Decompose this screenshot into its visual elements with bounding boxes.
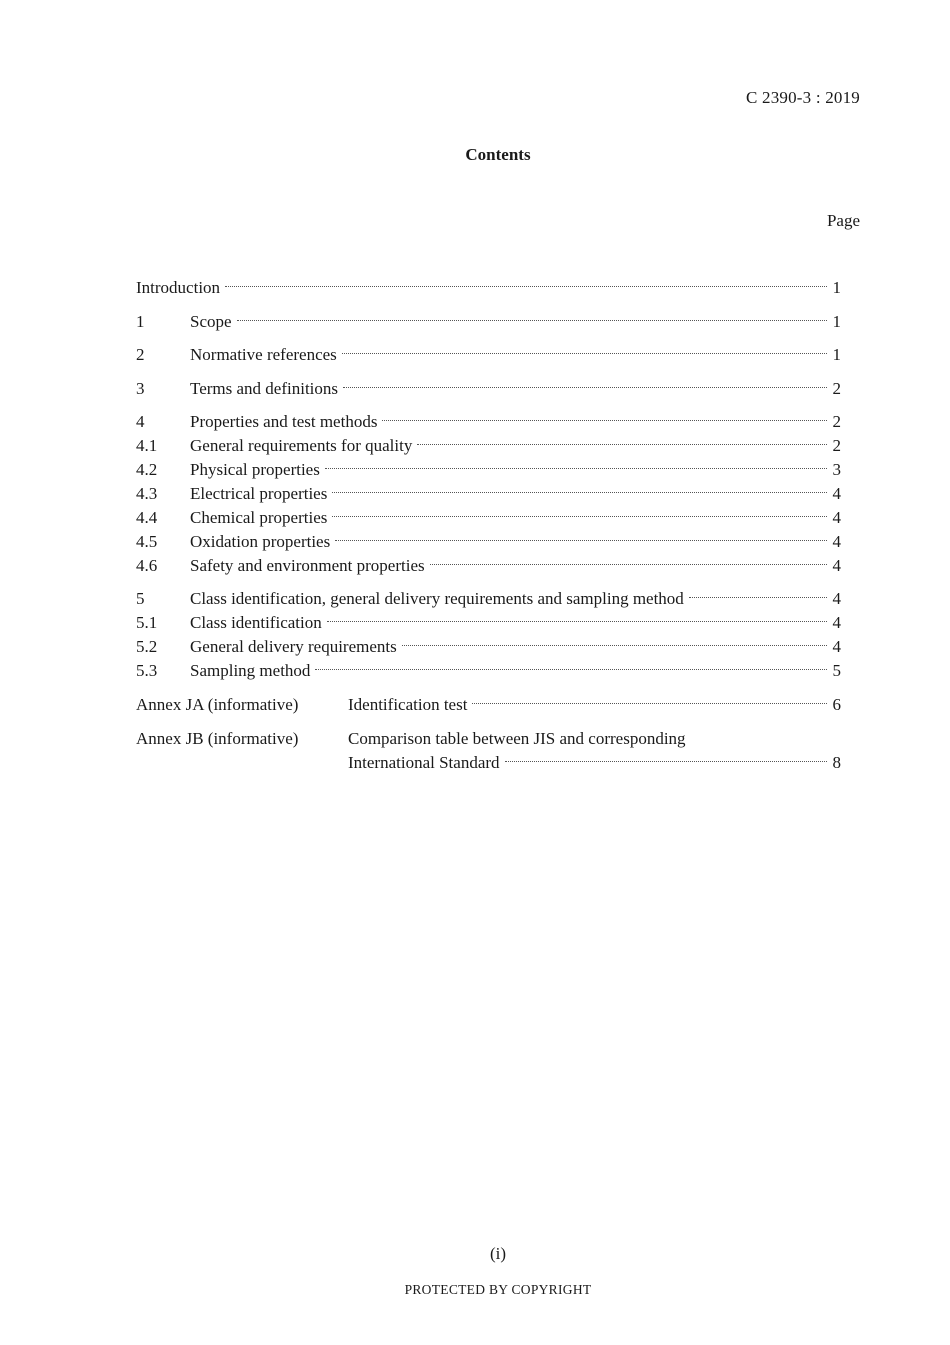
toc-entry-class-identification[interactable] <box>136 612 841 634</box>
toc-entry-page: 4 <box>832 589 841 608</box>
page-column-heading: Page <box>826 211 860 230</box>
toc-entry-class-identification-delivery-sampling[interactable] <box>136 588 841 610</box>
toc-entry-title: Normative references <box>190 345 337 364</box>
toc-entry-title: Electrical properties <box>190 484 328 503</box>
toc-entry-number: 1 <box>136 312 145 331</box>
toc-annex-label: Annex JB (informative) <box>136 729 299 748</box>
toc-entry-title-line2: International Standard <box>348 753 500 772</box>
dot-leader <box>417 444 827 445</box>
toc-entry-page: 1 <box>832 345 841 364</box>
copyright-notice: PROTECTED BY COPYRIGHT <box>404 1282 592 1297</box>
toc-entry-page: 4 <box>832 556 841 575</box>
toc-entry-title: Identification test <box>348 695 468 714</box>
toc-entry-title: Sampling method <box>190 661 311 680</box>
toc-entry-number: 5.2 <box>136 637 158 656</box>
toc-entry-terms-and-definitions[interactable] <box>136 378 841 400</box>
toc-entry-title: Terms and definitions <box>190 379 339 398</box>
toc-entry-number: 4.2 <box>136 460 158 479</box>
toc-entry-title: Scope <box>190 312 232 331</box>
dot-leader <box>382 420 827 421</box>
dot-leader <box>402 645 827 646</box>
dot-leader <box>343 387 827 388</box>
toc-entry-number: 5 <box>136 589 145 608</box>
toc-entry-annex-ja[interactable] <box>136 694 841 716</box>
toc-entry-oxidation-properties[interactable] <box>136 531 841 553</box>
toc-entry-number: 4 <box>136 412 145 431</box>
toc-entry-chemical-properties[interactable] <box>136 507 841 529</box>
toc-entry-introduction[interactable] <box>136 277 841 299</box>
toc-entry-page: 1 <box>832 278 841 297</box>
dot-leader <box>342 353 827 354</box>
dot-leader <box>225 286 827 287</box>
toc-entry-number: 4.6 <box>136 556 158 575</box>
toc-entry-title: General requirements for quality <box>190 436 413 455</box>
toc-entry-annex-jb[interactable] <box>136 728 841 750</box>
toc-entry-page: 4 <box>832 508 841 527</box>
toc-entry-safety-and-environment-properties[interactable] <box>136 555 841 577</box>
toc-entry-properties-and-test-methods[interactable] <box>136 411 841 433</box>
dot-leader <box>325 468 827 469</box>
toc-entry-page: 8 <box>832 753 841 772</box>
toc-entry-physical-properties[interactable] <box>136 459 841 481</box>
toc-entry-sampling-method[interactable] <box>136 660 841 682</box>
toc-entry-title: Chemical properties <box>190 508 328 527</box>
toc-entry-number: 4.1 <box>136 436 158 455</box>
toc-entry-title: Safety and environment properties <box>190 556 425 575</box>
toc-entry-page: 4 <box>832 532 841 551</box>
dot-leader <box>472 703 827 704</box>
toc-entry-page: 5 <box>832 661 841 680</box>
toc-entry-page: 4 <box>832 613 841 632</box>
page-number: (i) <box>489 1244 507 1263</box>
toc-entry-title: Introduction <box>136 278 221 297</box>
toc-entry-number: 5.1 <box>136 613 158 632</box>
toc-entry-page: 2 <box>832 436 841 455</box>
toc-entry-number: 2 <box>136 345 145 364</box>
toc-annex-label: Annex JA (informative) <box>136 695 299 714</box>
toc-entry-number: 3 <box>136 379 145 398</box>
toc-entry-general-delivery-requirements[interactable] <box>136 636 841 658</box>
toc-entry-page: 1 <box>832 312 841 331</box>
toc-entry-title: Class identification <box>190 613 322 632</box>
toc-entry-title: Properties and test methods <box>190 412 378 431</box>
dot-leader <box>335 540 827 541</box>
toc-entry-general-requirements-for-quality[interactable] <box>136 435 841 457</box>
toc-entry-electrical-properties[interactable] <box>136 483 841 505</box>
toc-entry-number: 4.4 <box>136 508 158 527</box>
dot-leader <box>332 492 827 493</box>
toc-entry-page: 6 <box>832 695 841 714</box>
page-title: Contents <box>465 145 531 164</box>
toc-entry-title-line1: Comparison table between JIS and corresponding <box>348 729 686 748</box>
toc-entry-title: Class identification, general delivery requirements and sampling method <box>190 589 684 608</box>
toc-entry-title: Oxidation properties <box>190 532 331 551</box>
dot-leader <box>332 516 827 517</box>
dot-leader <box>505 761 827 762</box>
toc-entry-number: 4.5 <box>136 532 158 551</box>
document-code: C 2390-3 : 2019 <box>746 88 860 107</box>
toc-entry-title: General delivery requirements <box>190 637 397 656</box>
dot-leader <box>430 564 827 565</box>
dot-leader <box>327 621 827 622</box>
toc-entry-page: 4 <box>832 484 841 503</box>
dot-leader <box>689 597 827 598</box>
toc-entry-number: 4.3 <box>136 484 158 503</box>
toc-entry-normative-references[interactable] <box>136 344 841 366</box>
toc-entry-page: 3 <box>832 460 841 479</box>
toc-entry-page: 2 <box>832 379 841 398</box>
toc-entry-title: Physical properties <box>190 460 320 479</box>
toc-entry-page: 2 <box>832 412 841 431</box>
toc-entry-scope[interactable] <box>136 311 841 333</box>
toc-entry-annex-jb-continued[interactable] <box>136 752 841 774</box>
dot-leader <box>315 669 827 670</box>
toc-entry-number: 5.3 <box>136 661 158 680</box>
toc-entry-page: 4 <box>832 637 841 656</box>
dot-leader <box>237 320 827 321</box>
